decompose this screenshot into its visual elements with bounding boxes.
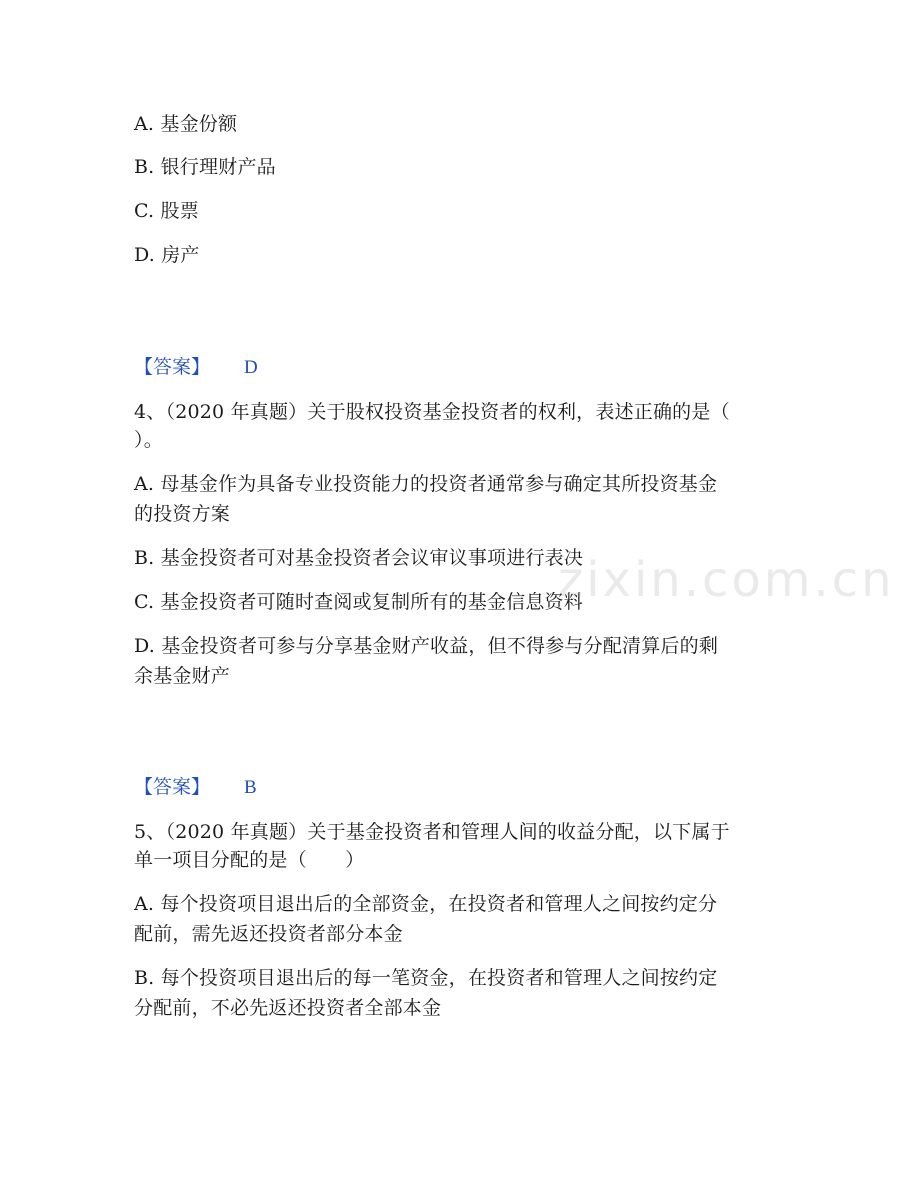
q4-stem-line2: ）。 (134, 429, 163, 451)
answer-value: B (244, 777, 257, 798)
q4-option-d-line2: 余基金财产 (134, 665, 231, 687)
q5-option-a-line1: A. 每个投资项目退出后的全部资金，在投资者和管理人之间按约定分 (134, 893, 718, 915)
watermark-text: zixin.com.cn (558, 552, 895, 608)
q5-stem-line1: 5、（2020 年真题）关于基金投资者和管理人间的收益分配，以下属于 (134, 821, 730, 843)
q5-option-b-line1: B. 每个投资项目退出后的每一笔资金，在投资者和管理人之间按约定 (134, 967, 718, 989)
q5-option-a-line2: 配前，需先返还投资者部分本金 (134, 923, 403, 945)
q4-stem-line1: 4、（2020 年真题）关于股权投资基金投资者的权利，表述正确的是（ (134, 401, 730, 423)
q4-answer (134, 775, 257, 800)
q5-stem-line2: 单一项目分配的是（ ） (134, 849, 365, 871)
q4-option-a-line2: 的投资方案 (134, 503, 231, 525)
q4-option-d-line1: D. 基金投资者可参与分享基金财产收益，但不得参与分配清算后的剩 (134, 635, 719, 657)
q3-option-b: B. 银行理财产品 (134, 156, 276, 178)
q4-option-c: C. 基金投资者可随时查阅或复制所有的基金信息资料 (134, 591, 583, 613)
q5-option-b-line2: 分配前，不必先返还投资者全部本金 (134, 997, 442, 1019)
answer-label: 【答案】 (134, 776, 211, 798)
q3-answer (134, 355, 258, 380)
answer-value: D (244, 357, 258, 378)
q3-option-d: D. 房产 (134, 244, 200, 266)
q3-option-a: A. 基金份额 (134, 113, 238, 135)
q4-option-b: B. 基金投资者可对基金投资者会议审议事项进行表决 (134, 547, 584, 569)
answer-label: 【答案】 (134, 356, 211, 378)
q3-option-c: C. 股票 (134, 200, 199, 222)
q4-option-a-line1: A. 母基金作为具备专业投资能力的投资者通常参与确定其所投资基金 (134, 473, 718, 495)
